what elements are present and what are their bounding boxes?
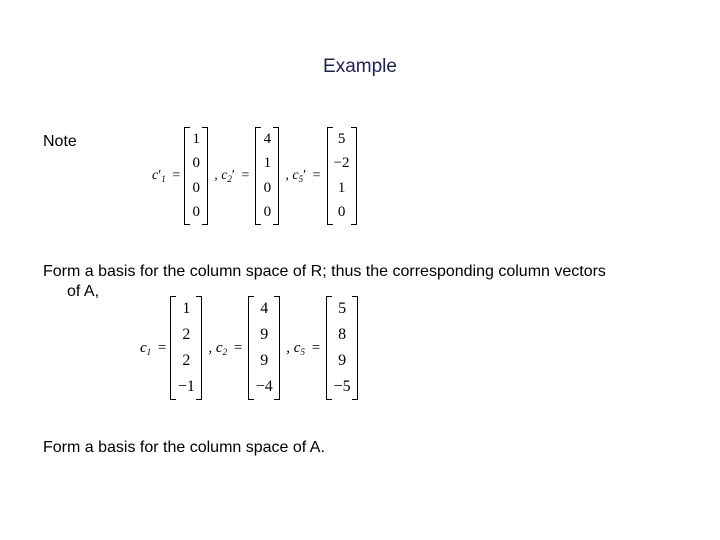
a-basis-vectors [140, 296, 360, 400]
vector-label-c1: $c_1$ = [140, 339, 167, 357]
matrix-cell: −4 [255, 378, 273, 395]
vector-label-c1-prime: $c'_1$ = [152, 168, 181, 184]
matrix-cell: 8 [338, 326, 347, 343]
note-label: Note [43, 133, 77, 150]
vector-label-c5-prime: , $c_5'$ = [285, 168, 321, 184]
matrix-cell: 0 [192, 204, 200, 221]
matrix-cell: 0 [192, 179, 200, 196]
vector-c1 [170, 296, 202, 400]
matrix-cell: 2 [182, 352, 191, 369]
paragraph-column-space-a: Form a basis for the column space of A. [43, 439, 325, 456]
r-basis-vectors [152, 127, 359, 225]
matrix-cell: 4 [263, 130, 272, 147]
matrix-cell: 1 [337, 179, 346, 196]
matrix-cell: 0 [263, 204, 272, 221]
matrix-cell: 0 [337, 204, 346, 221]
paragraph-line: of A, [67, 283, 100, 300]
vector-label-c5: , $c_5$ = [286, 339, 321, 357]
matrix-cell: −1 [177, 378, 195, 395]
vector-c5-prime [327, 127, 357, 225]
matrix-cell: 2 [182, 326, 191, 343]
vector-label-c2-prime: , $c_2'$ = [214, 168, 250, 184]
matrix-cell: 9 [260, 326, 269, 343]
matrix-cell: 1 [192, 130, 200, 147]
matrix-cell: 0 [192, 155, 200, 172]
vector-c2-prime [255, 127, 279, 225]
vector-c1-prime [184, 127, 208, 225]
matrix-cell: 9 [338, 352, 347, 369]
slide-title: Example [323, 56, 397, 77]
matrix-cell: 5 [338, 300, 347, 317]
matrix-cell: 5 [337, 130, 346, 147]
matrix-cell: 0 [263, 179, 272, 196]
vector-c5 [326, 296, 358, 400]
matrix-cell: 1 [182, 300, 191, 317]
matrix-cell: 9 [260, 352, 269, 369]
vector-c2 [248, 296, 280, 400]
vector-label-c2: , $c_2$ = [208, 339, 243, 357]
matrix-cell: 1 [263, 155, 272, 172]
paragraph-line: Form a basis for the column space of R; thus the corresponding column vectors [43, 263, 606, 280]
matrix-cell: 4 [260, 300, 269, 317]
matrix-cell: −2 [333, 155, 350, 172]
matrix-cell: −5 [333, 378, 351, 395]
